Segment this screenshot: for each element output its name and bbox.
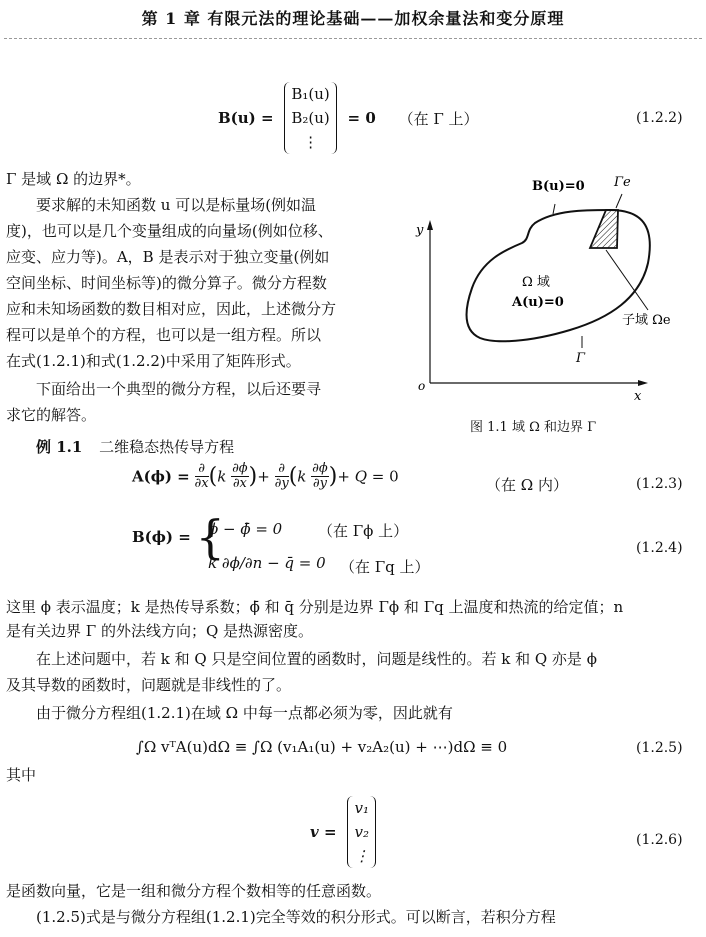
eq-condition: （在 Ω 内） (486, 476, 568, 494)
equation-1-2-3: A(ϕ) = $\frac{\partial}{\partial x}$ (k $\frac{\partial\phi}{\partial x}$ )+ $\frac{\partial}{\partial y}$ (k $\frac{\partial\phi}{\partial y}$ )+ Q = 0 (132, 461, 399, 491)
subdomain-label: 子域 Ωe (622, 313, 671, 328)
case-1-condition: （在 Γϕ 上） (318, 522, 409, 540)
brace-icon: { (195, 510, 225, 564)
header-rule (4, 38, 702, 39)
paragraph-line: 空间坐标、时间坐标等)的微分算子。微分方程数 (6, 274, 327, 292)
equation-1-2-5: ∫Ω vᵀA(u)dΩ ≡ ∫Ω (v₁A₁(u) + v₂A₂(u) + ⋯)dΩ ≡ 0 (136, 738, 508, 756)
matrix-row: v₁ (354, 799, 370, 817)
equation-number: (1.2.2) (636, 110, 683, 126)
eq-lhs: B(u) = (218, 109, 274, 127)
matrix-row: B₁(u) (291, 85, 330, 103)
equation-number: (1.2.3) (636, 476, 683, 492)
case-2-condition: （在 Γq 上） (340, 558, 430, 576)
gamma-e-label: Γe (614, 175, 631, 190)
equation-1-2-2 (218, 82, 479, 154)
paragraph-line: 应和未知场函数的数目相对应，因此，上述微分方 (6, 300, 337, 318)
gamma-label: Γ (576, 351, 586, 366)
y-axis-label: y (416, 223, 424, 238)
equation-number: (1.2.4) (636, 540, 683, 556)
paragraph-line: 由于微分方程组(1.2.1)在域 Ω 中每一点都必须为零，因此就有 (6, 704, 453, 722)
eq-rhs: = 0 (347, 109, 376, 127)
paragraph-boundary: Γ 是域 Ω 的边界*。 (6, 170, 141, 188)
eq-matrix (284, 82, 336, 154)
paragraph-line: 是函数向量，它是一组和微分方程个数相等的任意函数。 (6, 882, 382, 900)
figure-1-1 (410, 168, 706, 438)
case-1: ϕ − ϕ̄ = 0 (208, 520, 283, 538)
domain-equation-label: A(u)=0 (512, 295, 564, 310)
case-2: k ∂ϕ/∂n − q̄ = 0 (208, 554, 326, 572)
figure-caption: 图 1.1 域 Ω 和边界 Γ (470, 420, 597, 435)
paragraph-line: 应变、应力等)。A，B 是表示对于独立变量(例如 (6, 248, 330, 266)
paragraph-line: 求它的解答。 (6, 406, 97, 424)
origin-label: o (418, 379, 426, 393)
paragraph-line: 在式(1.2.1)和式(1.2.2)中采用了矩阵形式。 (6, 352, 301, 370)
chapter-header: 第 1 章 有限元法的理论基础——加权余量法和变分原理 (141, 9, 565, 28)
eq-lhs: A(ϕ) = (132, 467, 190, 486)
matrix-row: B₂(u) (291, 109, 330, 127)
example-heading (36, 440, 234, 455)
eq-condition: （在 Γ 上） (398, 109, 479, 128)
matrix-row: ⋮ (354, 847, 370, 865)
eq-lhs: B(ϕ) = (132, 528, 191, 546)
boundary-condition-label: B(u)=0 (532, 179, 585, 194)
paragraph-line: 这里 ϕ 表示温度；k 是热传导系数；ϕ̄ 和 q̄ 分别是边界 Γϕ 和 Γq 上温度和热流的给定值；n (6, 598, 624, 616)
paragraph-line: 及其导数的函数时，问题就是非线性的了。 (6, 676, 292, 694)
matrix-row: v₂ (354, 823, 370, 841)
x-axis-label: x (634, 389, 642, 404)
example-label: 例 1.1 (36, 438, 83, 456)
equation-number: (1.2.6) (636, 832, 683, 848)
equation-number: (1.2.5) (636, 740, 683, 756)
paragraph-line: 下面给出一个典型的微分方程，以后还要寻 (6, 380, 322, 398)
example-title: 二维稳态热传导方程 (99, 438, 235, 456)
equation-1-2-6 (310, 796, 376, 868)
paragraph-line: 要求解的未知函数 u 可以是标量场(例如温 (6, 196, 317, 214)
eq-lhs: v = (310, 823, 337, 841)
domain-diagram (410, 168, 706, 418)
matrix-row: ⋮ (303, 133, 319, 151)
paragraph-line: 是有关边界 Γ 的外法线方向；Q 是热源密度。 (6, 622, 314, 640)
paragraph-line: 度)，也可以是几个变量组成的向量场(例如位移、 (6, 222, 333, 240)
paragraph-line: 程可以是单个的方程，也可以是一组方程。所以 (6, 326, 322, 344)
paragraph-line: (1.2.5)式是与微分方程组(1.2.1)完全等效的积分形式。可以断言，若积分方程 (6, 908, 556, 926)
paragraph-line: 在上述问题中，若 k 和 Q 只是空间位置的函数时，问题是线性的。若 k 和 Q 亦是 ϕ (6, 650, 597, 668)
paragraph-line: 其中 (6, 766, 37, 784)
domain-label: Ω 域 (522, 275, 550, 290)
eq-matrix (347, 796, 376, 868)
